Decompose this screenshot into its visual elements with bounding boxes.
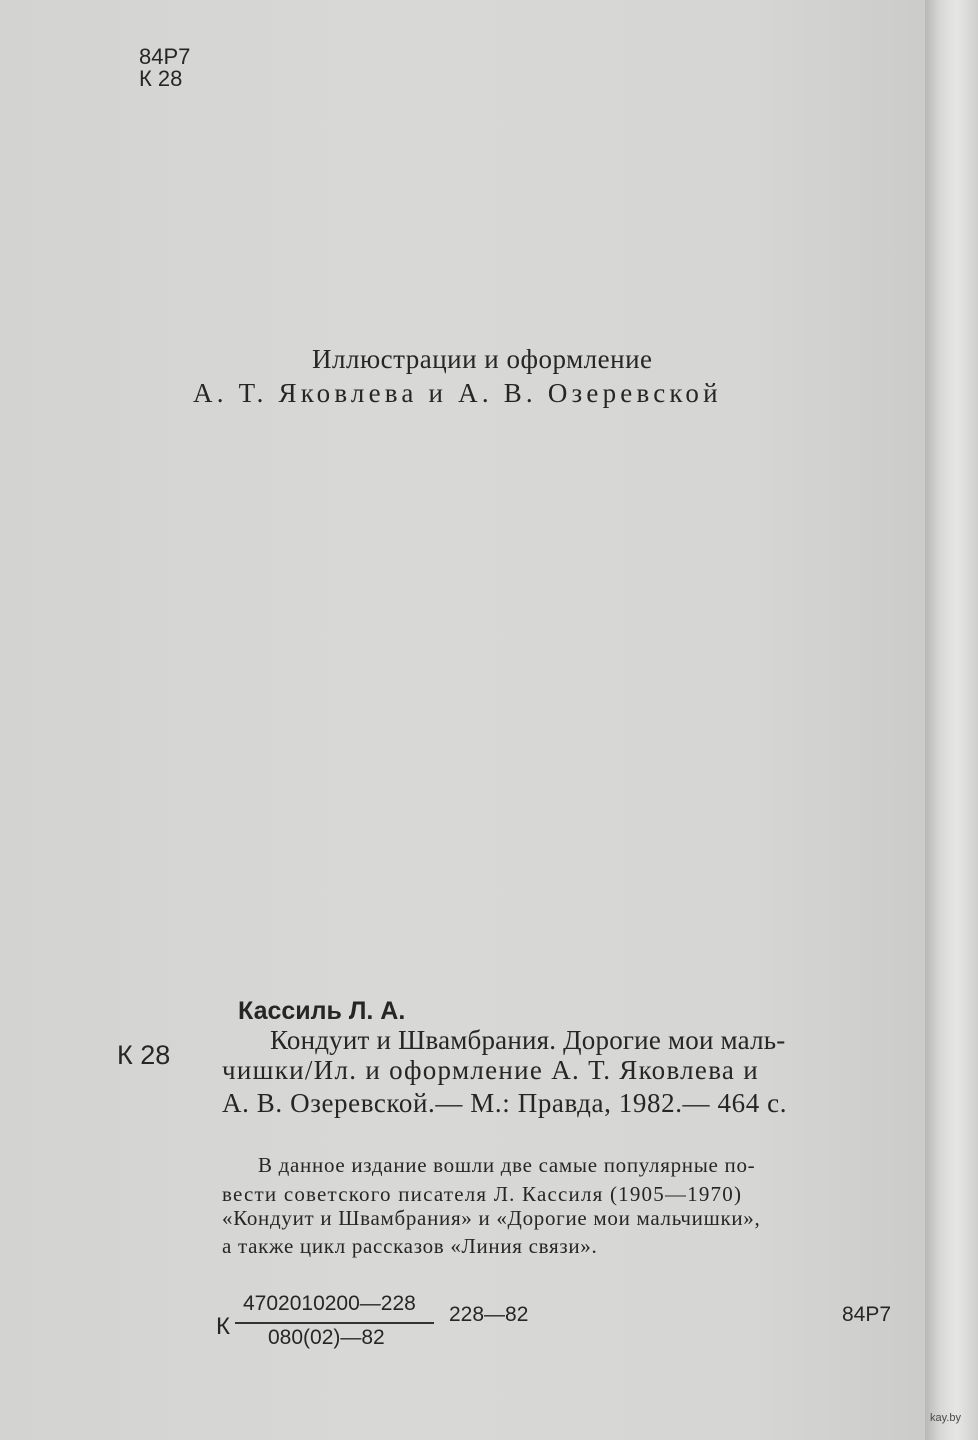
index-prefix: К	[216, 1313, 230, 1340]
index-numerator: 4702010200—228	[243, 1292, 416, 1315]
index-denominator: 080(02)—82	[268, 1326, 385, 1349]
watermark: kay.by	[930, 1412, 961, 1424]
illustrations-heading: Иллюстрации и оформление	[312, 344, 653, 374]
catalog-author: Кассиль Л. А.	[238, 997, 406, 1025]
catalog-shelf-code: К 28	[117, 1040, 171, 1070]
annotation-line: а также цикл рассказов «Линия связи».	[222, 1234, 598, 1258]
illustrators-names: А. Т. Яковлева и А. В. Озеревской	[193, 378, 722, 408]
catalog-description-line: Кондуит и Швамбрания. Дорогие мои маль-	[270, 1025, 786, 1055]
annotation-line: В данное издание вошли две самые популярные по-	[258, 1153, 756, 1177]
catalog-description-line: чишки/Ил. и оформление А. Т. Яковлева и	[222, 1055, 759, 1085]
index-right-code: 84Р7	[842, 1303, 892, 1326]
classification-code: 84Р7	[139, 44, 191, 69]
author-mark: К 28	[139, 66, 183, 91]
annotation-line: вести советского писателя Л. Кассиля (1905—1970)	[222, 1182, 743, 1206]
book-spine-edge	[925, 0, 978, 1440]
annotation-line: «Кондуит и Швамбрания» и «Дорогие мои мальчишки»,	[222, 1206, 761, 1230]
catalog-description-line: А. В. Озеревской.— М.: Правда, 1982.— 464 с.	[222, 1088, 788, 1118]
fraction-rule	[235, 1322, 434, 1324]
index-middle-code: 228—82	[449, 1303, 529, 1326]
